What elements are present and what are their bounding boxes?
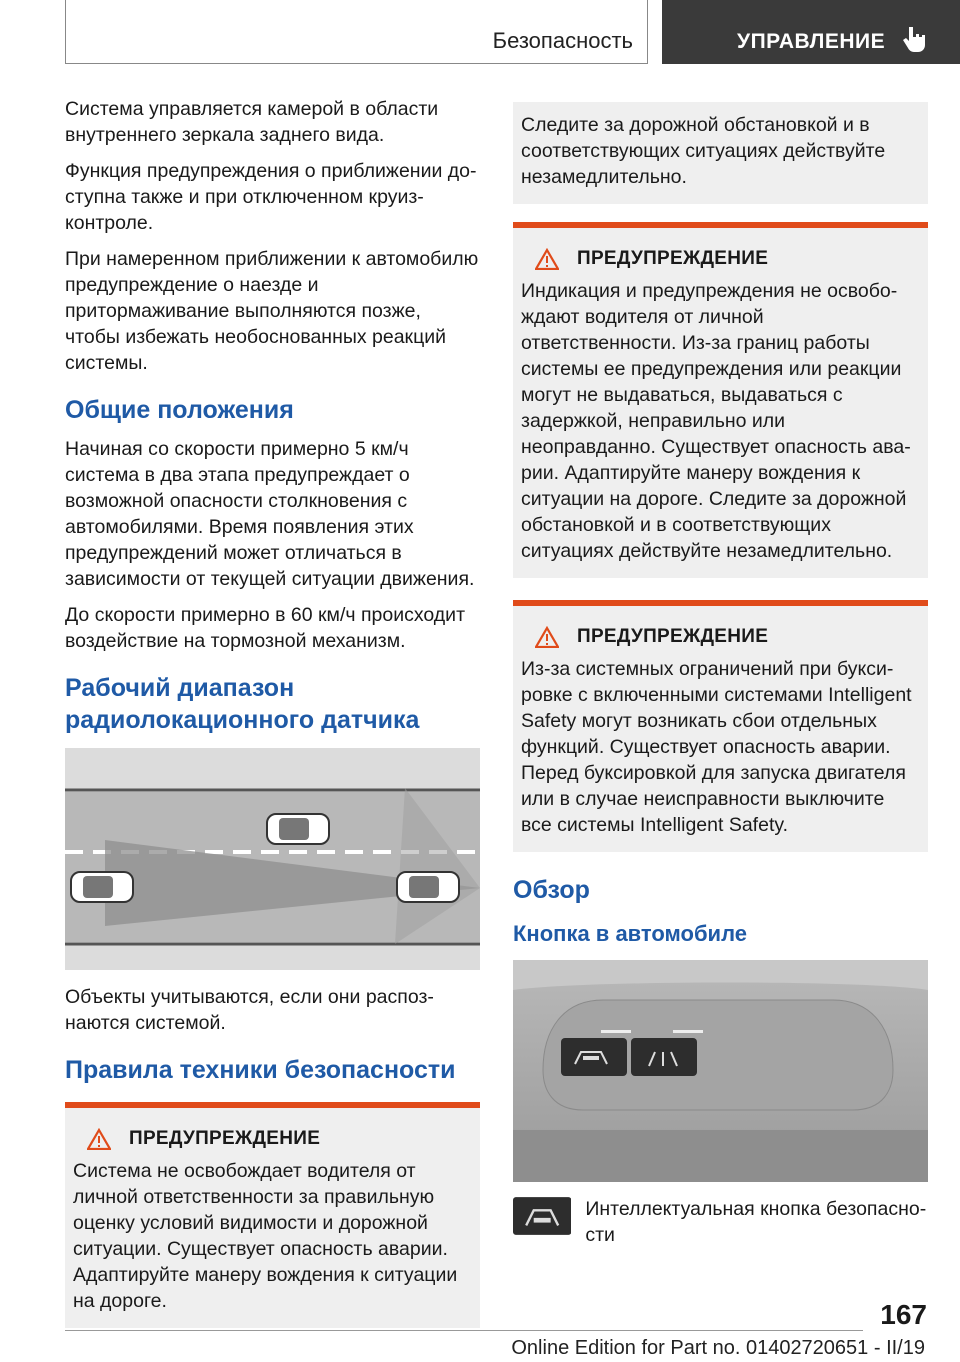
warning-3-title: ПРЕДУПРЕЖДЕНИЕ	[577, 626, 769, 647]
safety-button	[561, 1038, 627, 1076]
left-column	[65, 96, 480, 1328]
intro-paragraph-1: Система управляется камерой в области внутреннего зеркала заднего вида.	[65, 98, 439, 146]
button-description: Интеллектуальная кнопка безопасности	[585, 1198, 927, 1246]
page-number: 167	[880, 1299, 927, 1330]
footer-divider	[65, 1330, 863, 1331]
car-front-top	[267, 814, 329, 844]
header-chapter-tab	[662, 0, 960, 64]
warning-triangle-icon	[535, 248, 559, 270]
warning-2-text: Индикация и предупреждения не освобождают водителя от личной ответственности. Из-за границ работы системы ее предупреждения или реакции могут не выдаваться, выдаваться с задержкой, неправильно или неоправданно. Существует опасность аварии. Адаптируйте манеру вождения к ситуации на дороге. Следите за дорожной обстановкой и в соответствующих ситуациях действуйте незамедлительно.	[521, 280, 911, 562]
header-chapter-title: УПРАВЛЕНИЕ	[737, 30, 886, 53]
warning-box-3	[513, 600, 928, 852]
right-column	[513, 102, 928, 1258]
header-section-title: Безопасность	[492, 28, 633, 53]
note-box	[513, 102, 928, 204]
header-section-tab	[65, 0, 648, 64]
button-legend-row	[513, 1196, 928, 1258]
intelligent-safety-button-icon	[513, 1196, 571, 1236]
car-own	[397, 872, 459, 902]
distance-button	[631, 1038, 697, 1076]
warning-triangle-icon	[87, 1128, 111, 1150]
warning-triangle-icon	[535, 626, 559, 648]
car-button-photo	[513, 960, 928, 1182]
warning-1-text: Система не освобождает водителя от личной ответственности за правильную оценку условий видимости и дорожной ситуации. Существует опасность аварии. Адаптируйте манеру вождения к ситуации на дороге.	[73, 1160, 458, 1312]
heading-general: Общие положения	[65, 396, 294, 424]
sensor-range-caption: Объекты учитываются, если они распознаются системой.	[65, 986, 434, 1034]
intro-paragraph-3: При намеренном приближении к автомобилю предупреждение о наезде и притормаживание выполняются позже, чтобы избежать необоснованных реакций системы.	[65, 248, 479, 374]
warning-1-title: ПРЕДУПРЕЖДЕНИЕ	[129, 1128, 321, 1149]
heading-safety-rules: Правила техники безопасности	[65, 1056, 456, 1084]
edition-line: Online Edition for Part no. 01402720651 - II/19	[511, 1337, 925, 1359]
warning-box-1	[65, 1102, 480, 1328]
warning-3-text: Из-за системных ограничений при буксировке с включенными системами Intelligent Safety могут возникать сбои отдельных функций. Существует опасность аварии. Перед буксировкой для запуска двигателя или в случае неисправности выключите все системы Intelligent Safety.	[521, 658, 912, 836]
warning-box-2	[513, 222, 928, 578]
car-ceiling-button-photo	[513, 960, 928, 1182]
heading-overview: Обзор	[513, 876, 590, 904]
car-front-left	[71, 872, 133, 902]
warning-2-title: ПРЕДУПРЕЖДЕНИЕ	[577, 248, 769, 269]
heading-sensor-range: Рабочий диапазон радиолокационного датчика	[65, 674, 420, 734]
note-text: Следите за дорожной обстановкой и в соответствующих ситуациях действуйте незамедлительно.	[521, 114, 886, 188]
heading-button-in-car: Кнопка в автомобиле	[513, 921, 747, 946]
radar-range-illustration	[65, 748, 480, 970]
general-paragraph-1: Начиная со скорости примерно 5 км/ч система в два этапа предупреждает о возможной опасности столкновения с автомобилями. Время появления этих предупреждений может отличаться в зависимости от текущей ситуации движения.	[65, 438, 475, 590]
intro-paragraph-2: Функция предупреждения о приближении доступна также и при отключенном круиз-контроле.	[65, 160, 477, 234]
hand-pointer-icon	[899, 24, 929, 54]
general-paragraph-2: До скорости примерно в 60 км/ч происходит воздействие на тормозной механизм.	[65, 604, 465, 652]
radar-range-diagram	[65, 748, 480, 970]
